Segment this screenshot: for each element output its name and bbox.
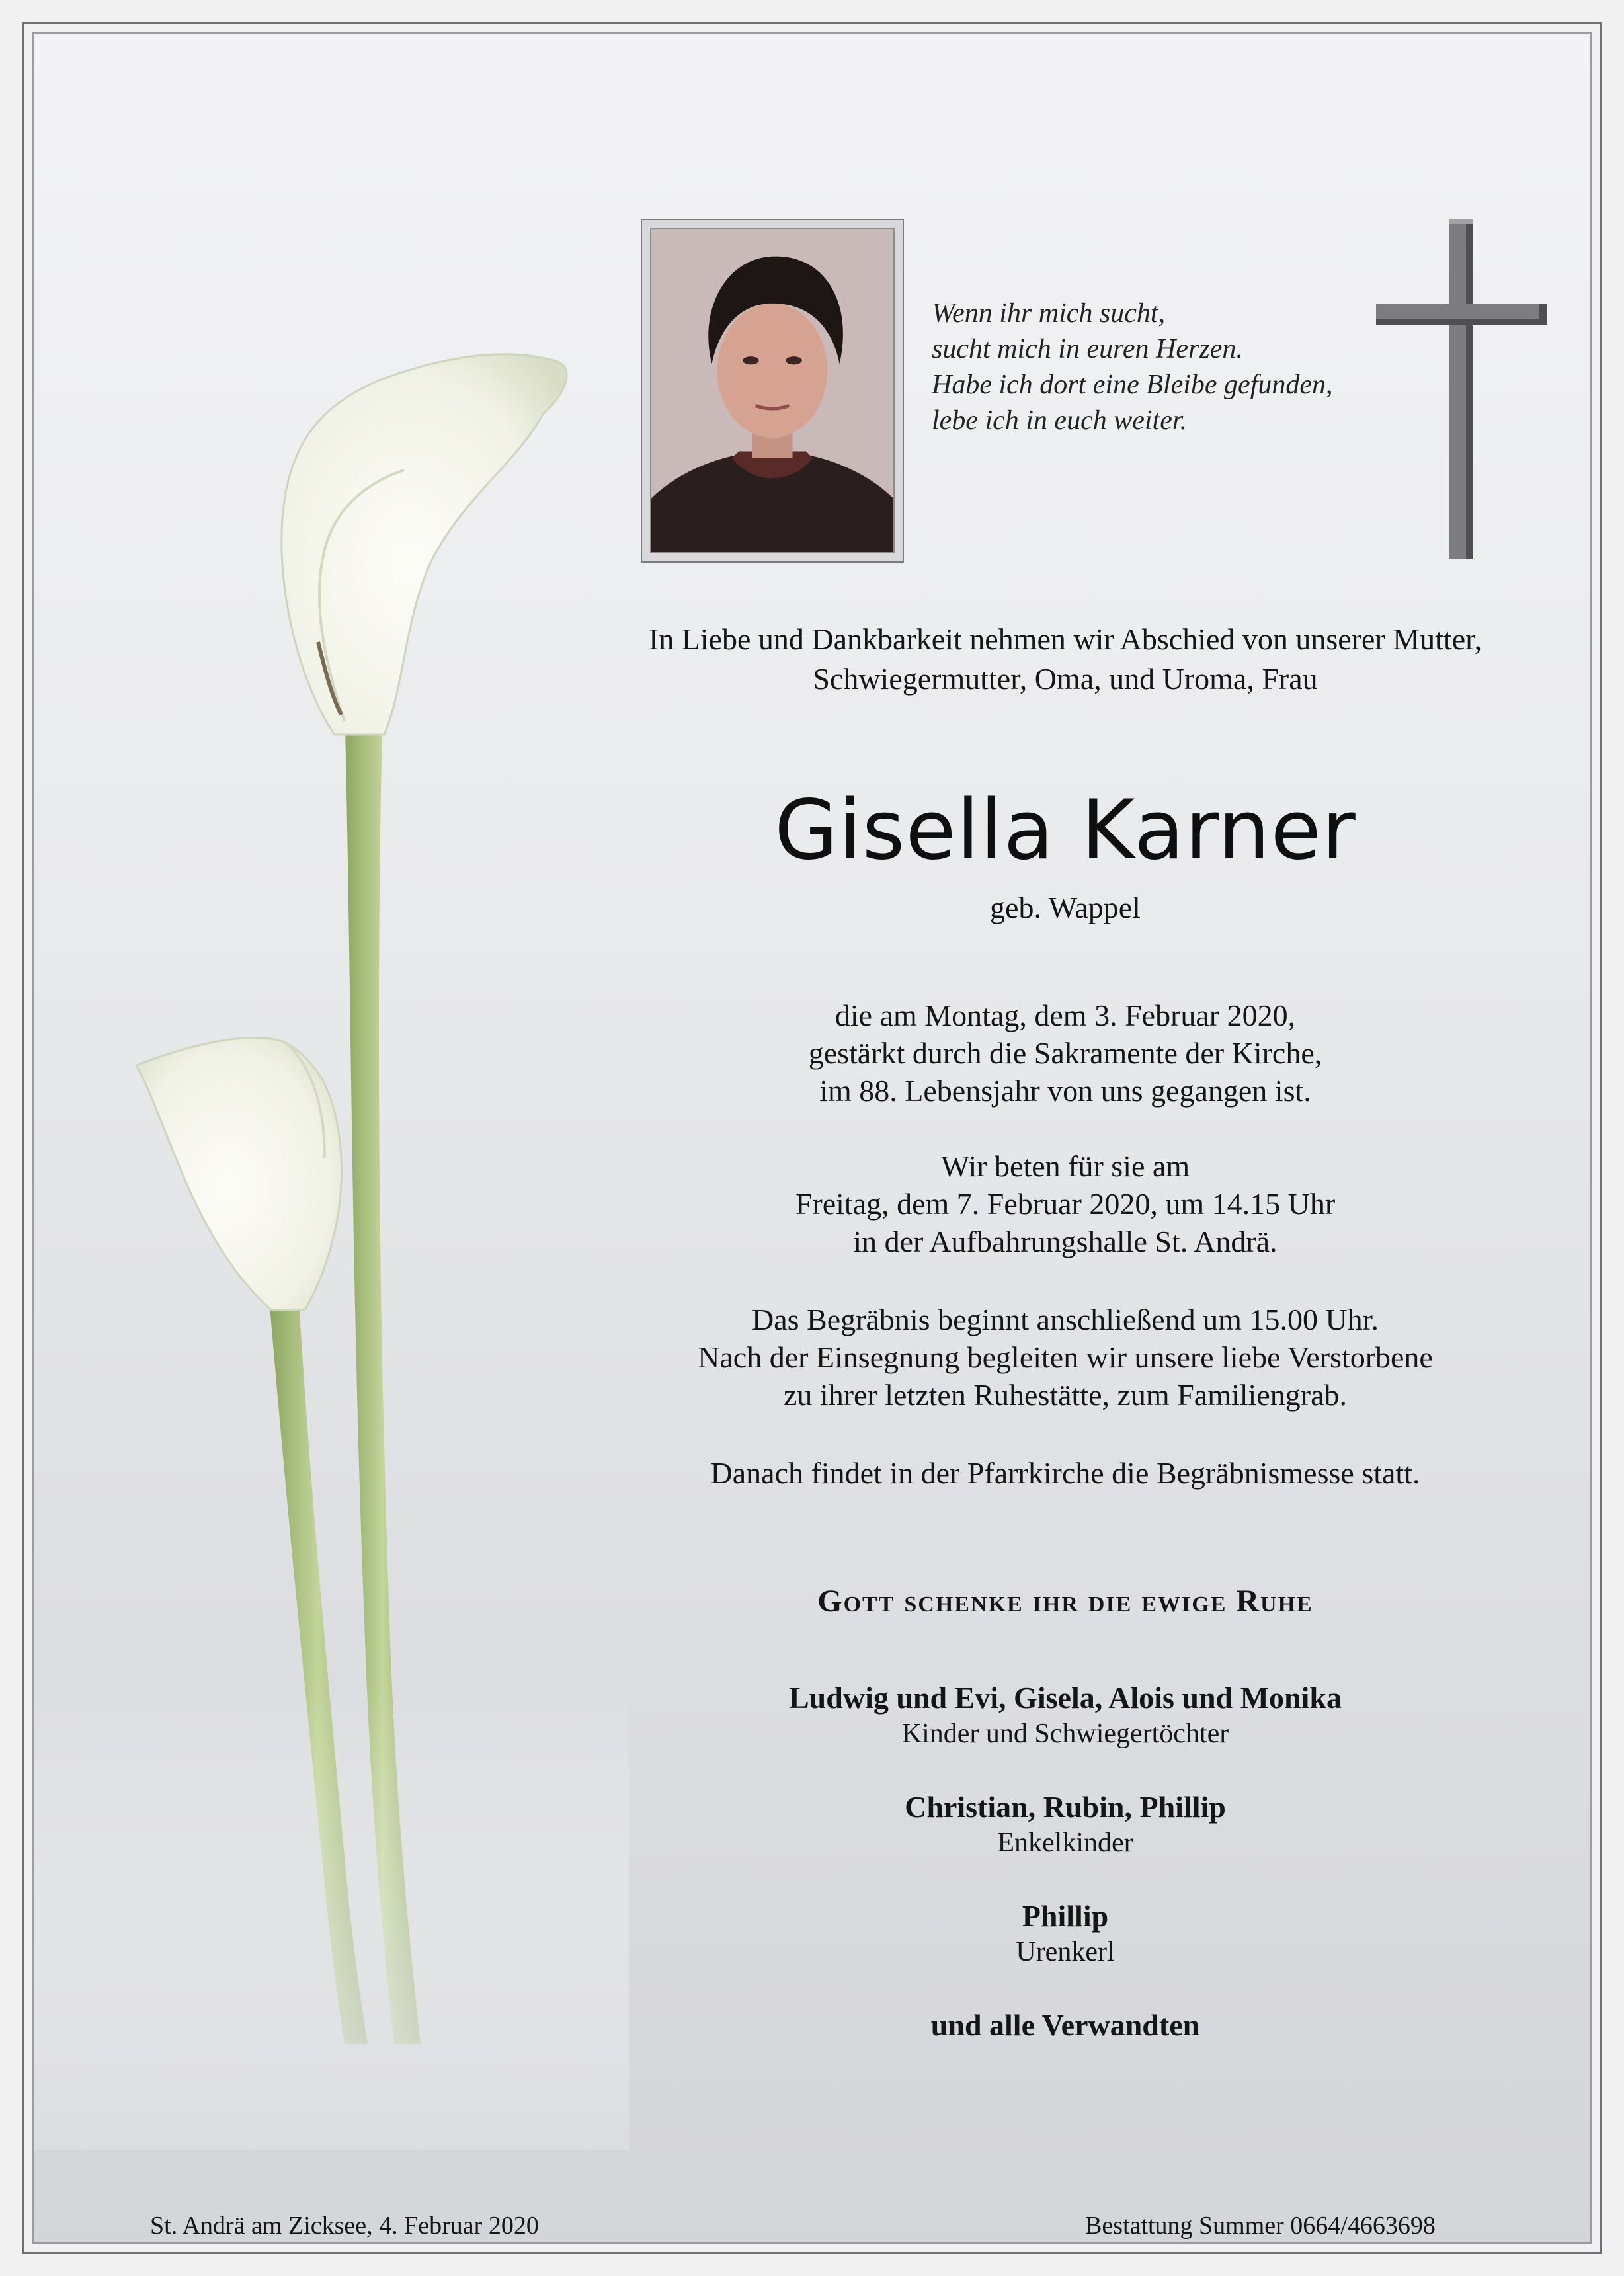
calla-lily-illustration	[34, 34, 629, 2150]
mourner-role: Urenkerl	[1016, 1937, 1115, 1967]
footer-place-date: St. Andrä am Zicksee, 4. Februar 2020	[150, 2212, 539, 2240]
prayer-line: Wir beten für sie am	[940, 1149, 1190, 1183]
intro-line: In Liebe und Dankbarkeit nehmen wir Abschied von unserer Mutter,	[648, 622, 1482, 656]
prayer-line: in der Aufbahrungshalle St. Andrä.	[853, 1225, 1278, 1258]
mourner-names: Phillip	[1022, 1899, 1109, 1933]
mourners	[589, 1679, 1541, 2044]
death-line: im 88. Lebensjahr von uns gegangen ist.	[819, 1074, 1311, 1108]
deceased-name: Gisella Karner	[774, 783, 1356, 878]
death-line: die am Montag, dem 3. Februar 2020,	[834, 998, 1296, 1032]
portrait-photo	[650, 228, 895, 553]
mourner-role: Enkelkinder	[997, 1828, 1133, 1858]
mourner-group	[589, 1897, 1541, 1969]
portrait-frame	[641, 219, 904, 563]
mourner-names: Christian, Rubin, Phillip	[905, 1790, 1226, 1824]
prayer-line: Freitag, dem 7. Februar 2020, um 14.15 Uhr	[795, 1187, 1336, 1221]
mourner-group	[589, 1788, 1541, 1860]
death-line: gestärkt durch die Sakramente der Kirche,	[808, 1036, 1322, 1070]
poem-line: Wenn ihr mich sucht,	[932, 298, 1166, 329]
footer-undertaker: Bestattung Summer 0664/4663698	[1085, 2212, 1436, 2240]
poem-line: sucht mich in euren Herzen.	[932, 334, 1243, 364]
funeral-line: Nach der Einsegnung begleiten wir unsere liebe Verstorbene	[698, 1340, 1433, 1374]
poem-line: lebe ich in euch weiter.	[932, 405, 1188, 436]
all-relatives: und alle Verwandten	[930, 2008, 1200, 2042]
prayer-notice	[589, 1147, 1541, 1260]
poem-line: Habe ich dort eine Bleibe gefunden,	[932, 370, 1333, 400]
blessing: Gott schenke ihr die ewige Ruhe	[817, 1584, 1313, 1619]
funeral-line: Das Begräbnis beginnt anschließend um 15.00 Uhr.	[752, 1303, 1379, 1336]
funeral-notice	[589, 1301, 1541, 1414]
death-notice	[589, 996, 1541, 1110]
mourner-names: Ludwig und Evi, Gisela, Alois und Monika	[789, 1681, 1342, 1715]
poem	[932, 296, 1368, 438]
mourner-group	[589, 1679, 1541, 1751]
mass-line: Danach findet in der Pfarrkirche die Begräbnismesse statt.	[710, 1456, 1420, 1490]
funeral-line: zu ihrer letzten Ruhestätte, zum Familiengrab.	[784, 1378, 1347, 1412]
intro-line: Schwiegermutter, Oma, und Uroma, Frau	[813, 662, 1318, 696]
mass-notice	[589, 1454, 1541, 1492]
maiden-name: geb. Wappel	[990, 891, 1141, 924]
obituary-card	[32, 32, 1592, 2244]
mourner-role: Kinder und Schwiegertöchter	[901, 1719, 1229, 1749]
cross-icon	[1376, 219, 1555, 563]
intro-text	[589, 620, 1541, 699]
